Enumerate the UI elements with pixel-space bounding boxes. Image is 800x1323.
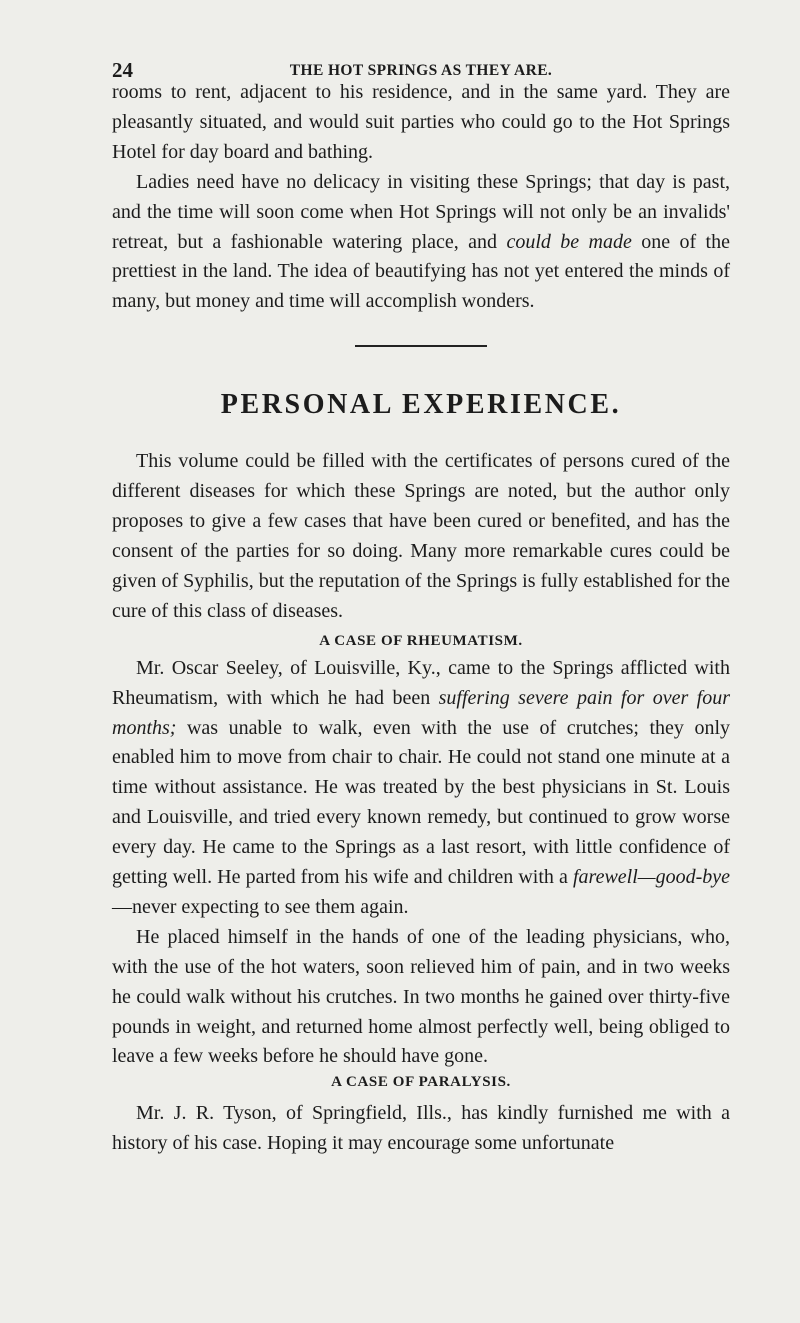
- rheumatism-emphasis: suffering severe pain for over four months;: [112, 686, 731, 739]
- intro-text: one of the prettiest in the land. The idea of beautifying has not yet entered the minds of many, but money and time will accomplish wonders.: [112, 230, 730, 313]
- rheumatism-text: —never expecting to see them again.: [112, 895, 409, 918]
- page-number: 24: [112, 58, 133, 82]
- rheumatism-heading: A CASE OF RHEUMATISM.: [319, 632, 523, 649]
- intro-paragraph-2: [112, 168, 730, 318]
- rheumatism-emphasis: farewell—good-bye: [572, 866, 730, 889]
- page-header: [112, 0, 730, 82]
- section-title: PERSONAL EXPERIENCE.: [220, 389, 622, 421]
- personal-experience-paragraph: This volume could be filled with the certificates of persons cured of the different diseases for which these Springs are noted, but the author only proposes to give a few cases that have been cured or benefited, and has the consent of the parties for so doing. Many more remarkable cures could be given of Syphilis, but the reputation of the Springs is fully established for the cure of this class of diseases.: [112, 450, 730, 622]
- rheumatism-paragraph-2: He placed himself in the hands of one of the leading physicians, who, with the use of the hot waters, soon relieved him of pain, and in two weeks he could walk without his crutches. In two months he gained over thirty-five pounds in weight, and returned home almost perfectly well, being obliged to leave a few weeks before he should have gone.: [112, 925, 730, 1068]
- section-divider: [355, 345, 487, 347]
- intro-text: Ladies need have no delicacy in visiting these Springs; that day is past, and the time will soon come when Hot Springs will not only be an invalids' retreat, but a fashionable watering place, and: [112, 170, 730, 253]
- rheumatism-text: Mr. Oscar Seeley, of Louisville, Ky., came to the Springs afflicted with Rheumatism, with which he had been: [112, 656, 730, 709]
- intro-paragraph-1: rooms to rent, adjacent to his residence, and in the same yard. They are pleasantly situated, and would suit parties who could go to the Hot Springs Hotel for day board and bathing.: [112, 81, 730, 163]
- paralysis-paragraph-1: Mr. J. R. Tyson, of Springfield, Ills., has kindly furnished me with a history of his case. Hoping it may encourage some unfortunate: [112, 1102, 730, 1155]
- intro-emphasis: could be made: [506, 230, 632, 253]
- paralysis-heading: A CASE OF PARALYSIS.: [331, 1074, 511, 1091]
- running-title: THE HOT SPRINGS AS THEY ARE.: [289, 62, 553, 79]
- rheumatism-text: was unable to walk, even with the use of crutches; they only enabled him to move from chair to chair. He could not stand one minute at a time without assistance. He was treated by the best physicians in St. Louis and Louisville, and tried every known remedy, but continued to grow worse every day. He came to the Springs as a last resort, with little confidence of getting well. He parted from his wife and children with a: [112, 716, 730, 889]
- rheumatism-paragraph-1: [112, 654, 730, 923]
